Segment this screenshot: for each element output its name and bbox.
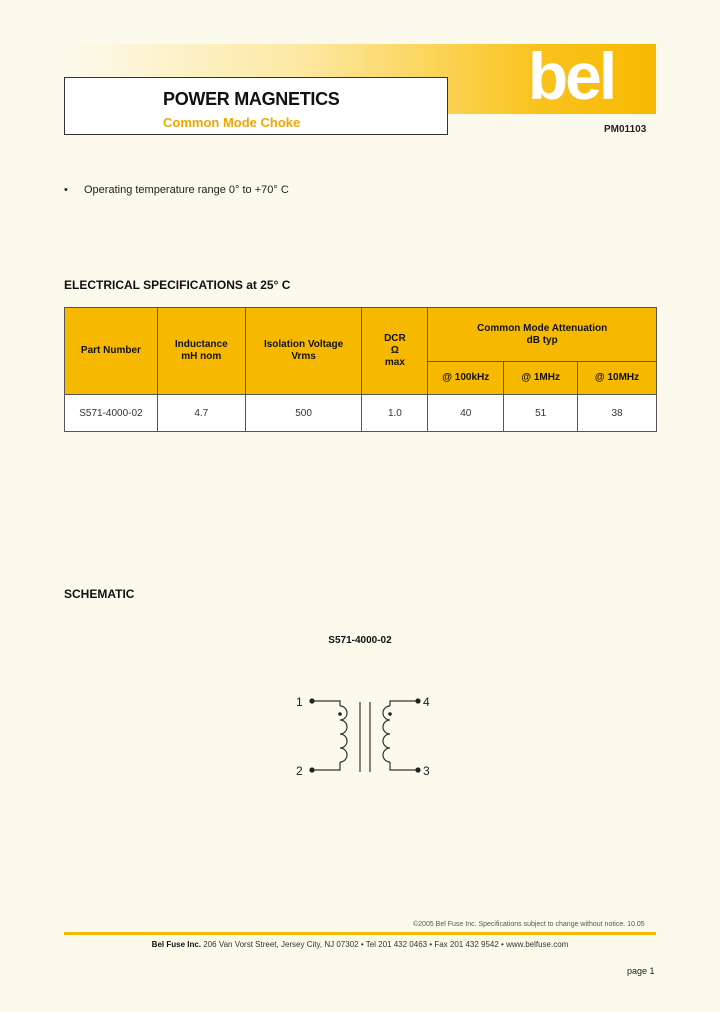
footer-contact [0, 940, 720, 949]
schematic-title: SCHEMATIC [64, 587, 135, 601]
pin-4-label: 4 [423, 695, 430, 709]
schematic-diagram [290, 688, 440, 784]
header-attenuation-line2: dB typ [526, 334, 558, 346]
footer-company: Bel Fuse Inc. [151, 940, 202, 949]
right-polarity-dot [388, 712, 392, 716]
header-freq-100khz: @ 100kHz [428, 362, 504, 395]
copyright-notice: ©2005 Bel Fuse Inc. Specifications subject to change without notice. 10.05 [413, 921, 645, 928]
pin-1-label: 1 [296, 695, 303, 709]
header-inductance-line1: Inductance [174, 339, 228, 350]
pin-2-dot [309, 767, 314, 772]
schematic-part-label: S571-4000-02 [328, 635, 392, 646]
pin-1-dot [309, 698, 314, 703]
header-isolation-line2: Vrms [291, 351, 316, 362]
left-winding-leads [312, 701, 340, 770]
cell-att-1mhz: 51 [504, 395, 578, 432]
pin-3-dot [415, 767, 420, 772]
cell-isolation: 500 [245, 395, 362, 432]
document-number: PM01103 [604, 124, 647, 135]
header-dcr-line3: max [384, 357, 405, 368]
bullet-icon: • [64, 184, 68, 196]
header-freq-1mhz: @ 1MHz [504, 362, 578, 395]
electrical-specs-table [64, 307, 657, 432]
header-isolation [245, 308, 362, 395]
pin-3-label: 3 [423, 764, 430, 778]
page-title: POWER MAGNETICS [163, 89, 340, 109]
electrical-specs-title: ELECTRICAL SPECIFICATIONS at 25° C [64, 278, 291, 292]
title-box [64, 77, 448, 135]
header-attenuation [428, 308, 657, 362]
header-dcr-line2: Ω [390, 345, 399, 356]
right-winding-leads [390, 701, 418, 770]
table-header-row [65, 308, 657, 362]
table-row [65, 395, 657, 432]
header-dcr-line1: DCR [384, 333, 406, 344]
page-subtitle: Common Mode Choke [163, 115, 301, 130]
footer-address: 206 Van Vorst Street, Jersey City, NJ 07302 • Tel 201 432 0463 • Fax 201 432 9542 • www.belfuse.com [203, 940, 569, 949]
cell-inductance: 4.7 [157, 395, 245, 432]
cell-part-number: S571-4000-02 [65, 395, 158, 432]
page-number: page 1 [627, 966, 655, 976]
header-freq-10mhz: @ 10MHz [578, 362, 657, 395]
cell-dcr: 1.0 [362, 395, 428, 432]
left-polarity-dot [338, 712, 342, 716]
header-inductance [157, 308, 245, 395]
bel-logo: bel [527, 39, 615, 113]
cell-att-10mhz: 38 [578, 395, 657, 432]
header-dcr [362, 308, 428, 395]
header-part-number: Part Number [65, 308, 158, 395]
pin-2-label: 2 [296, 764, 303, 778]
footer-rule [64, 932, 656, 935]
cell-att-100khz: 40 [428, 395, 504, 432]
header-isolation-line1: Isolation Voltage [263, 339, 344, 350]
header-attenuation-line1: Common Mode Attenuation [477, 322, 608, 334]
header-inductance-line2: mH nom [181, 351, 222, 362]
pin-4-dot [415, 698, 420, 703]
feature-item: Operating temperature range 0° to +70° C [84, 184, 289, 196]
